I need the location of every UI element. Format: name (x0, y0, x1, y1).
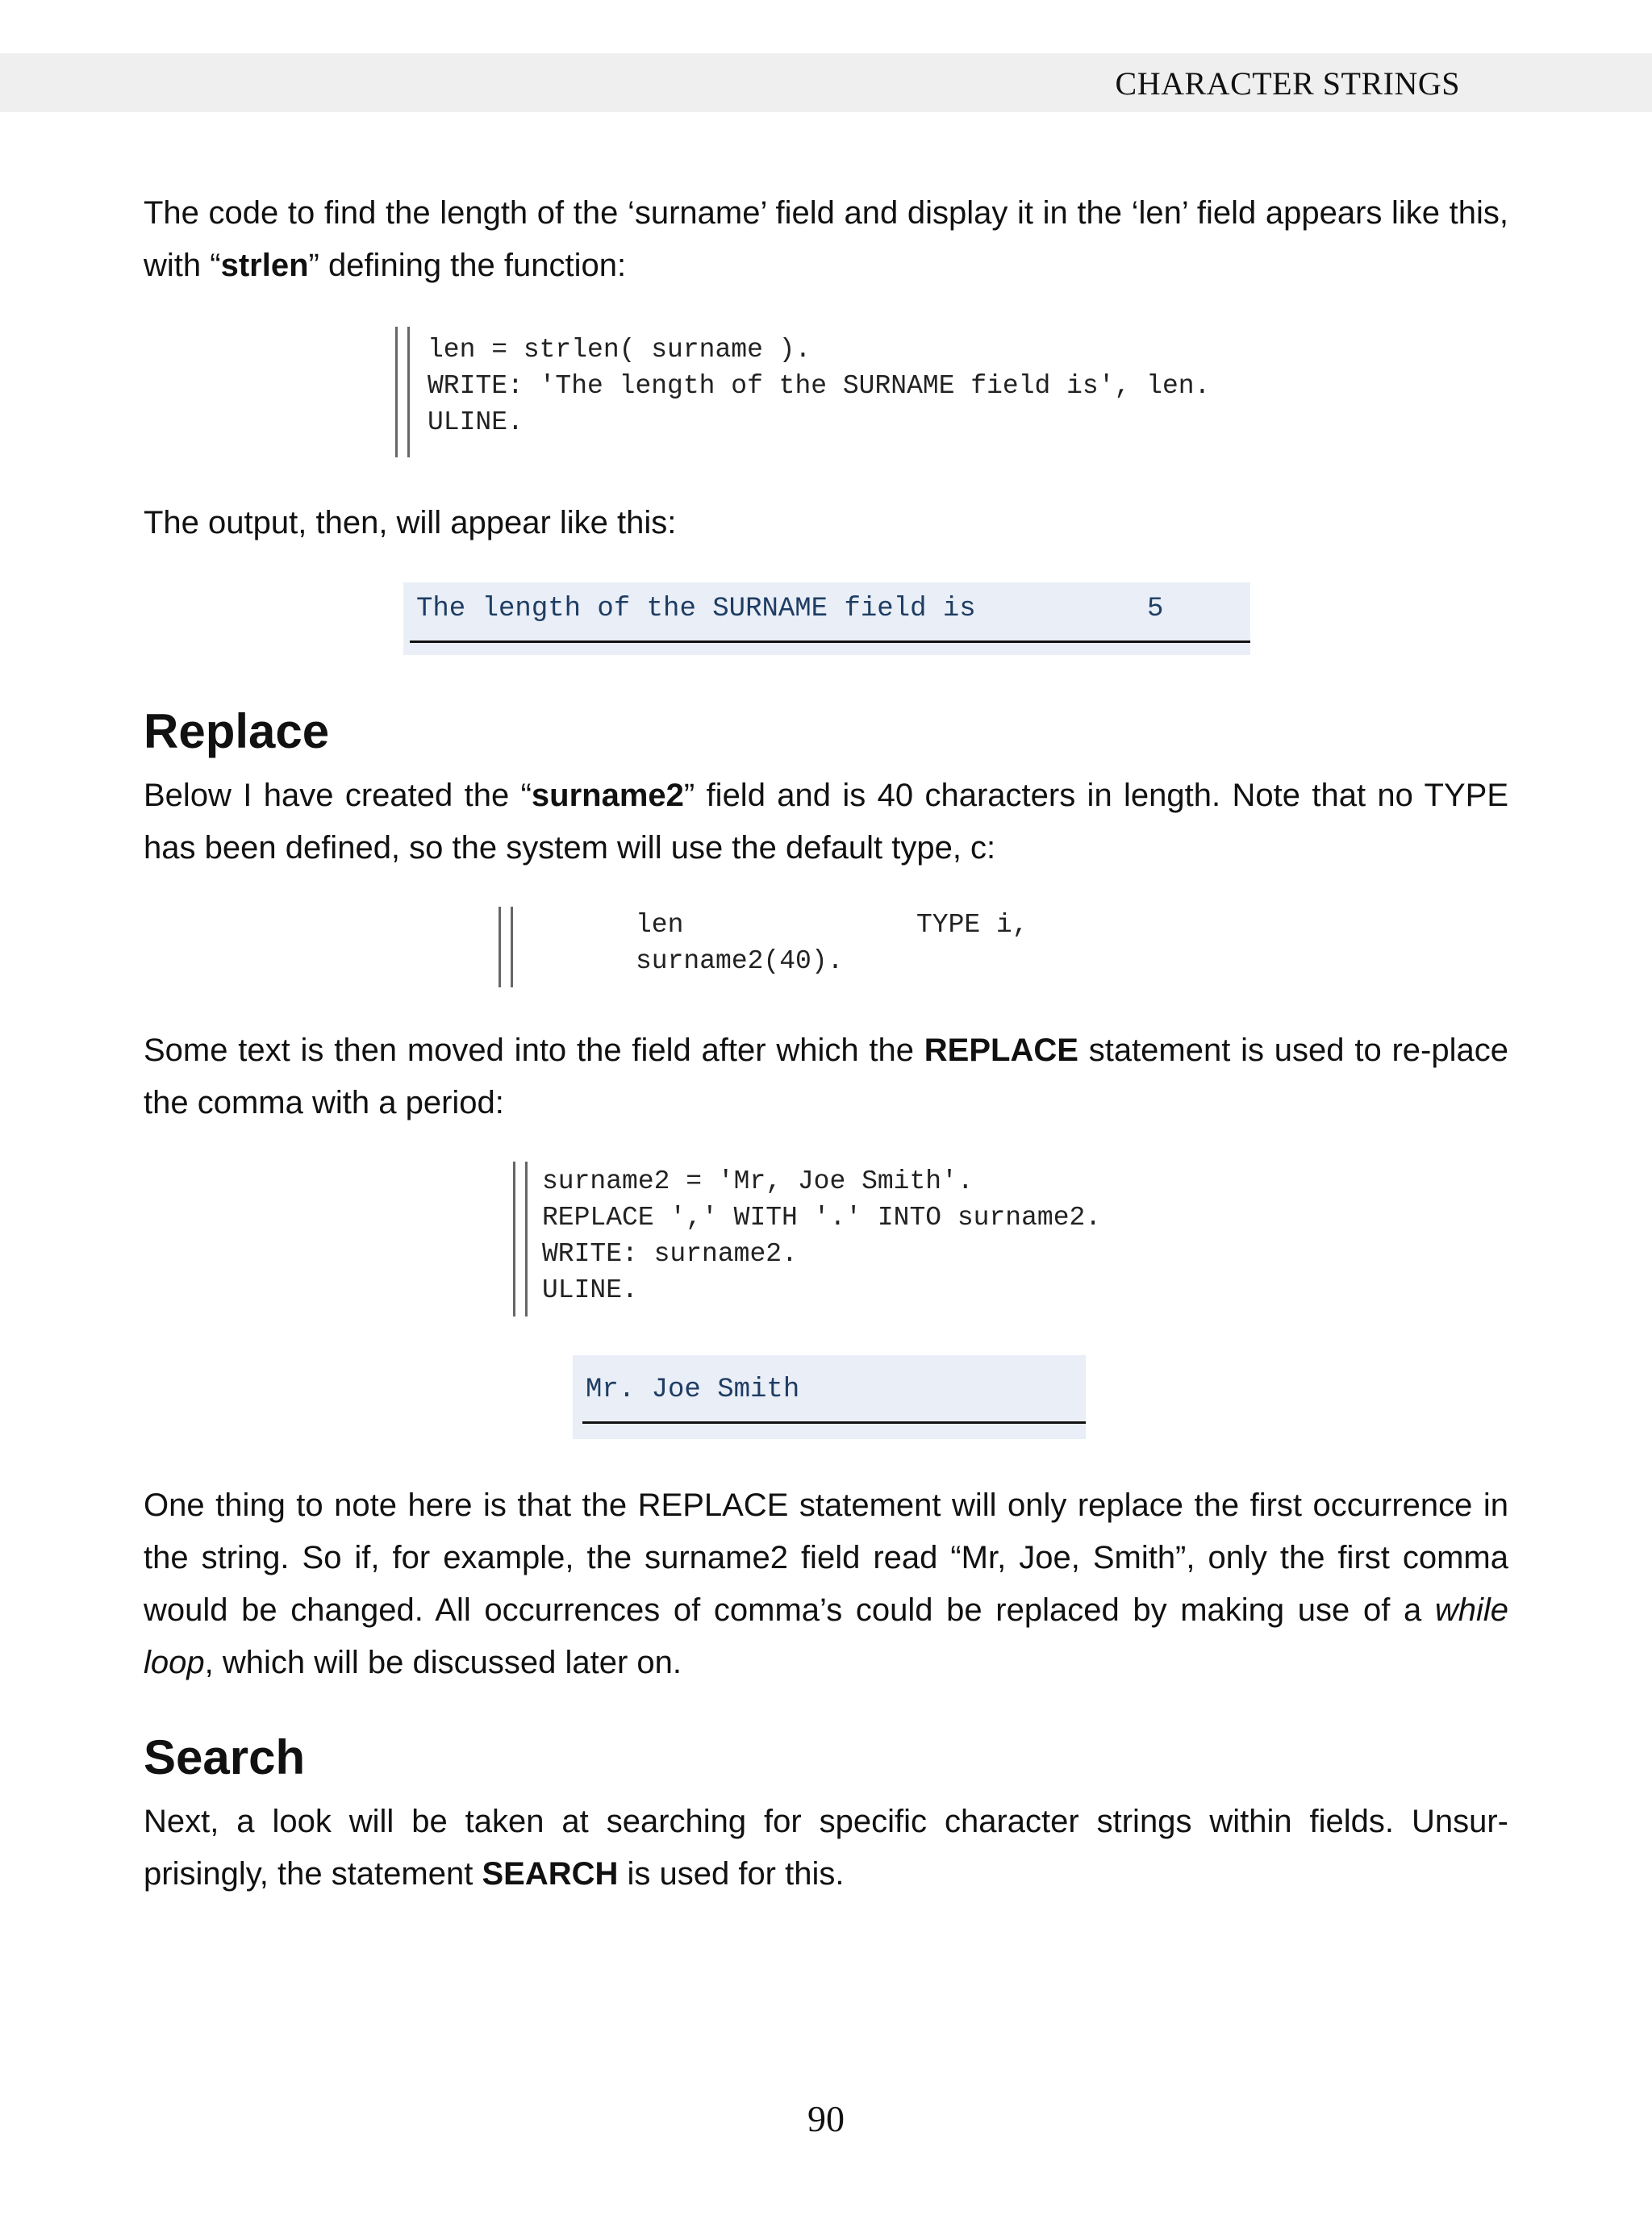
code-margin-bars (513, 1162, 528, 1316)
replace-p1-after: ” field and is 40 characters in length. Note that no TYPE has been defined, so the system will use the default type, c: (144, 778, 1508, 866)
intro-text-bold: strlen (220, 248, 309, 283)
replace-p2-before: Some text is then moved into the field after which the (144, 1033, 924, 1068)
decl-name-surname2: surname2(40). (636, 946, 844, 976)
replace-paragraph-1 (144, 770, 1508, 874)
search-p1-before: Next, a look will be taken at searching for specific character strings within fields. Unsur-prisingly, the statement (144, 1804, 1508, 1892)
code-block-declaration (499, 907, 1063, 987)
code-line: WRITE: surname2. (542, 1239, 798, 1269)
page-number: 90 (807, 2098, 845, 2139)
code-line: REPLACE ',' WITH '.' INTO surname2. (542, 1203, 1102, 1233)
code-block-strlen (395, 327, 1258, 457)
output-box-replace (573, 1355, 1086, 1439)
section-heading-replace: Replace (144, 704, 330, 758)
output-box-length (403, 582, 1250, 655)
output-underline (582, 1421, 1086, 1424)
replace-p1-before: Below I have created the “ (144, 778, 532, 813)
code-line: ULINE. (542, 1275, 638, 1305)
search-p1-after: is used for this. (618, 1856, 845, 1892)
search-paragraph-1 (144, 1796, 1508, 1901)
code-block-replace (513, 1162, 1158, 1316)
decl-name-len: len (636, 910, 684, 940)
code-margin-bars (395, 327, 410, 457)
intro-paragraph (144, 187, 1508, 292)
running-header-title: CHARACTER STRINGS (1115, 65, 1460, 102)
replace-p3-after: , which will be discussed later on. (204, 1645, 682, 1680)
replace-p3-italic: while loop (144, 1592, 1508, 1680)
replace-p1-bold: surname2 (531, 778, 684, 813)
output-intro-paragraph: The output, then, will appear like this: (144, 505, 677, 540)
search-p1-bold: SEARCH (482, 1856, 619, 1892)
code-margin-bars (499, 907, 513, 987)
output-label: The length of the SURNAME field is (416, 594, 976, 624)
output-text: Mr. Joe Smith (586, 1375, 800, 1405)
replace-p2-after: statement is used to re-place the comma with a period: (144, 1033, 1508, 1120)
code-line: ULINE. (428, 407, 524, 437)
intro-text-before: The code to find the length of the ‘surname’ field and display it in the ‘len’ field appears like this, with “ (144, 195, 1508, 283)
replace-paragraph-2 (144, 1024, 1508, 1129)
output-value: 5 (1147, 594, 1164, 624)
replace-paragraph-3 (144, 1479, 1508, 1689)
code-line: surname2 = 'Mr, Joe Smith'. (542, 1166, 974, 1196)
code-line: len = strlen( surname ). (428, 335, 811, 365)
replace-p2-bold: REPLACE (924, 1033, 1078, 1068)
code-line: WRITE: 'The length of the SURNAME field is', len. (428, 371, 1211, 401)
decl-type-len: TYPE i, (916, 910, 1028, 940)
intro-text-after: ” defining the function: (308, 248, 627, 283)
replace-p3-before: One thing to note here is that the REPLACE statement will only replace the first occurrence in the string. So if, for example, the surname2 field read “Mr, Joe, Smith”, only the first comma would be changed. All occurrences of comma’s could be replaced by making use of a (144, 1488, 1508, 1628)
output-underline (410, 640, 1250, 643)
section-heading-search: Search (144, 1730, 306, 1784)
